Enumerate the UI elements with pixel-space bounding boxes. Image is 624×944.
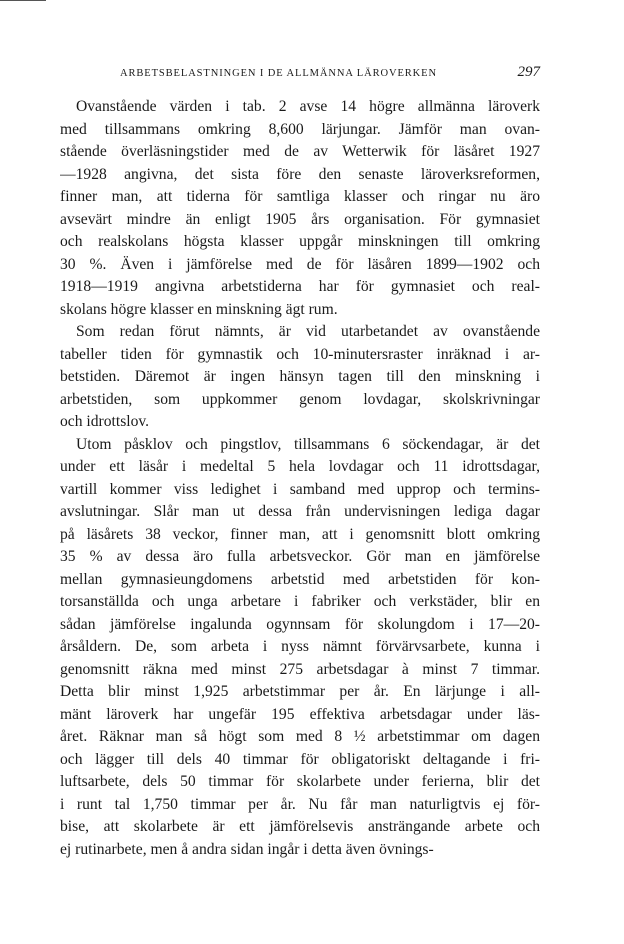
text-line: 35 % av dessa äro fulla arbetsveckor. Gör man en jämförelse [60,548,540,565]
text-line: arbetstiden, som uppkommer genom lovdagar, skolskrivningar [60,390,540,408]
paragraph [60,434,540,862]
text-line: årsåldern. De, som arbeta i nyss nämnt förvärvsarbete, kunna i [60,638,540,655]
text-line: vartill kommer viss ledighet i samband med upprop och termins- [60,480,540,498]
text-line: 30 %. Även i jämförelse med de för läsåren 1899—1902 och [60,255,540,273]
text-line: avslutningar. Slår man ut dessa från undervisningen lediga dagar [60,503,540,520]
text-line: luftsarbete, dels 50 timmar för skolarbete under ferierna, blir det [60,773,540,790]
text-line: och realskolans högsta klasser uppgår minskningen till omkring [60,233,540,250]
text-line: finner man, att tiderna för samtliga klasser och ringar nu äro [60,188,540,205]
text-line: året. Räknar man så högt som med 8 ½ arbetstimmar om dagen [60,728,540,745]
text-line: 1918—1919 angivna arbetstiderna har för gymnasiet och real- [60,278,540,295]
text-line: sådan jämförelse ingalunda ogynnsam för skolungdom i 17—20- [60,615,540,633]
running-title: ARBETSBELASTNINGEN I DE ALLMÄNNA LÄROVERKEN [120,68,437,79]
text-line: och lägger till dels 40 timmar för obligatoriskt deltagande i fri- [60,750,540,768]
scan-edge-line [0,0,46,1]
text-line: bise, att skolarbete är ett jämförelsevis ansträngande arbete och [60,818,540,835]
text-line: på läsårets 38 veckor, finner man, att i genomsnitt blott omkring [60,525,540,543]
text-line: Som redan förut nämnts, är vid utarbetandet av ovanstående [76,323,540,340]
running-head [60,64,540,84]
text-line: Ovanstående värden i tab. 2 avse 14 högre allmänna läroverk [76,98,540,115]
text-line: Utom påsklov och pingstlov, tillsammans 6 söckendagar, är det [76,435,540,453]
text-line: mänt läroverk har ungefär 195 effektiva arbetsdagar under läs- [60,705,540,723]
text-line: genomsnitt räkna med minst 275 arbetsdagar à minst 7 timmar. [60,660,540,678]
text-line: stående överläsningstider med de av Wetterwik för läsåret 1927 [60,143,540,160]
text-line: och idrottslov. [60,413,150,430]
page-number: 297 [517,64,540,80]
body-text [60,96,540,861]
text-line: skolans högre klasser en minskning ägt rum. [60,300,338,318]
text-line: Detta blir minst 1,925 arbetstimmar per år. En lärjunge i all- [60,683,540,700]
text-line: mellan gymnasieungdomens arbetstid med arbetstiden för kon- [60,570,540,588]
text-line: under ett läsår i medeltal 5 hela lovdagar och 11 idrottsdagar, [60,458,540,475]
text-line: avsevärt mindre än enligt 1905 års organisation. För gymnasiet [60,210,540,228]
text-line: torsanställda och unga arbetare i fabriker och verkstäder, blir en [60,593,540,610]
text-line: med tillsammans omkring 8,600 lärjungar. Jämför man ovan- [60,120,540,138]
text-line: i runt tal 1,750 timmar per år. Nu får man naturligtvis ej för- [60,795,540,813]
text-line: betstiden. Däremot är ingen hänsyn tagen till den minskning i [60,368,540,385]
text-line: tabeller tiden för gymnastik och 10-minutersraster inräknad i ar- [60,345,540,363]
paragraph [60,96,540,321]
paragraph [60,321,540,434]
text-line: ej rutinarbete, men å andra sidan ingår i detta även övnings- [60,840,434,858]
text-line: —1928 angivna, det sista före den senaste läroverksreformen, [60,165,540,183]
